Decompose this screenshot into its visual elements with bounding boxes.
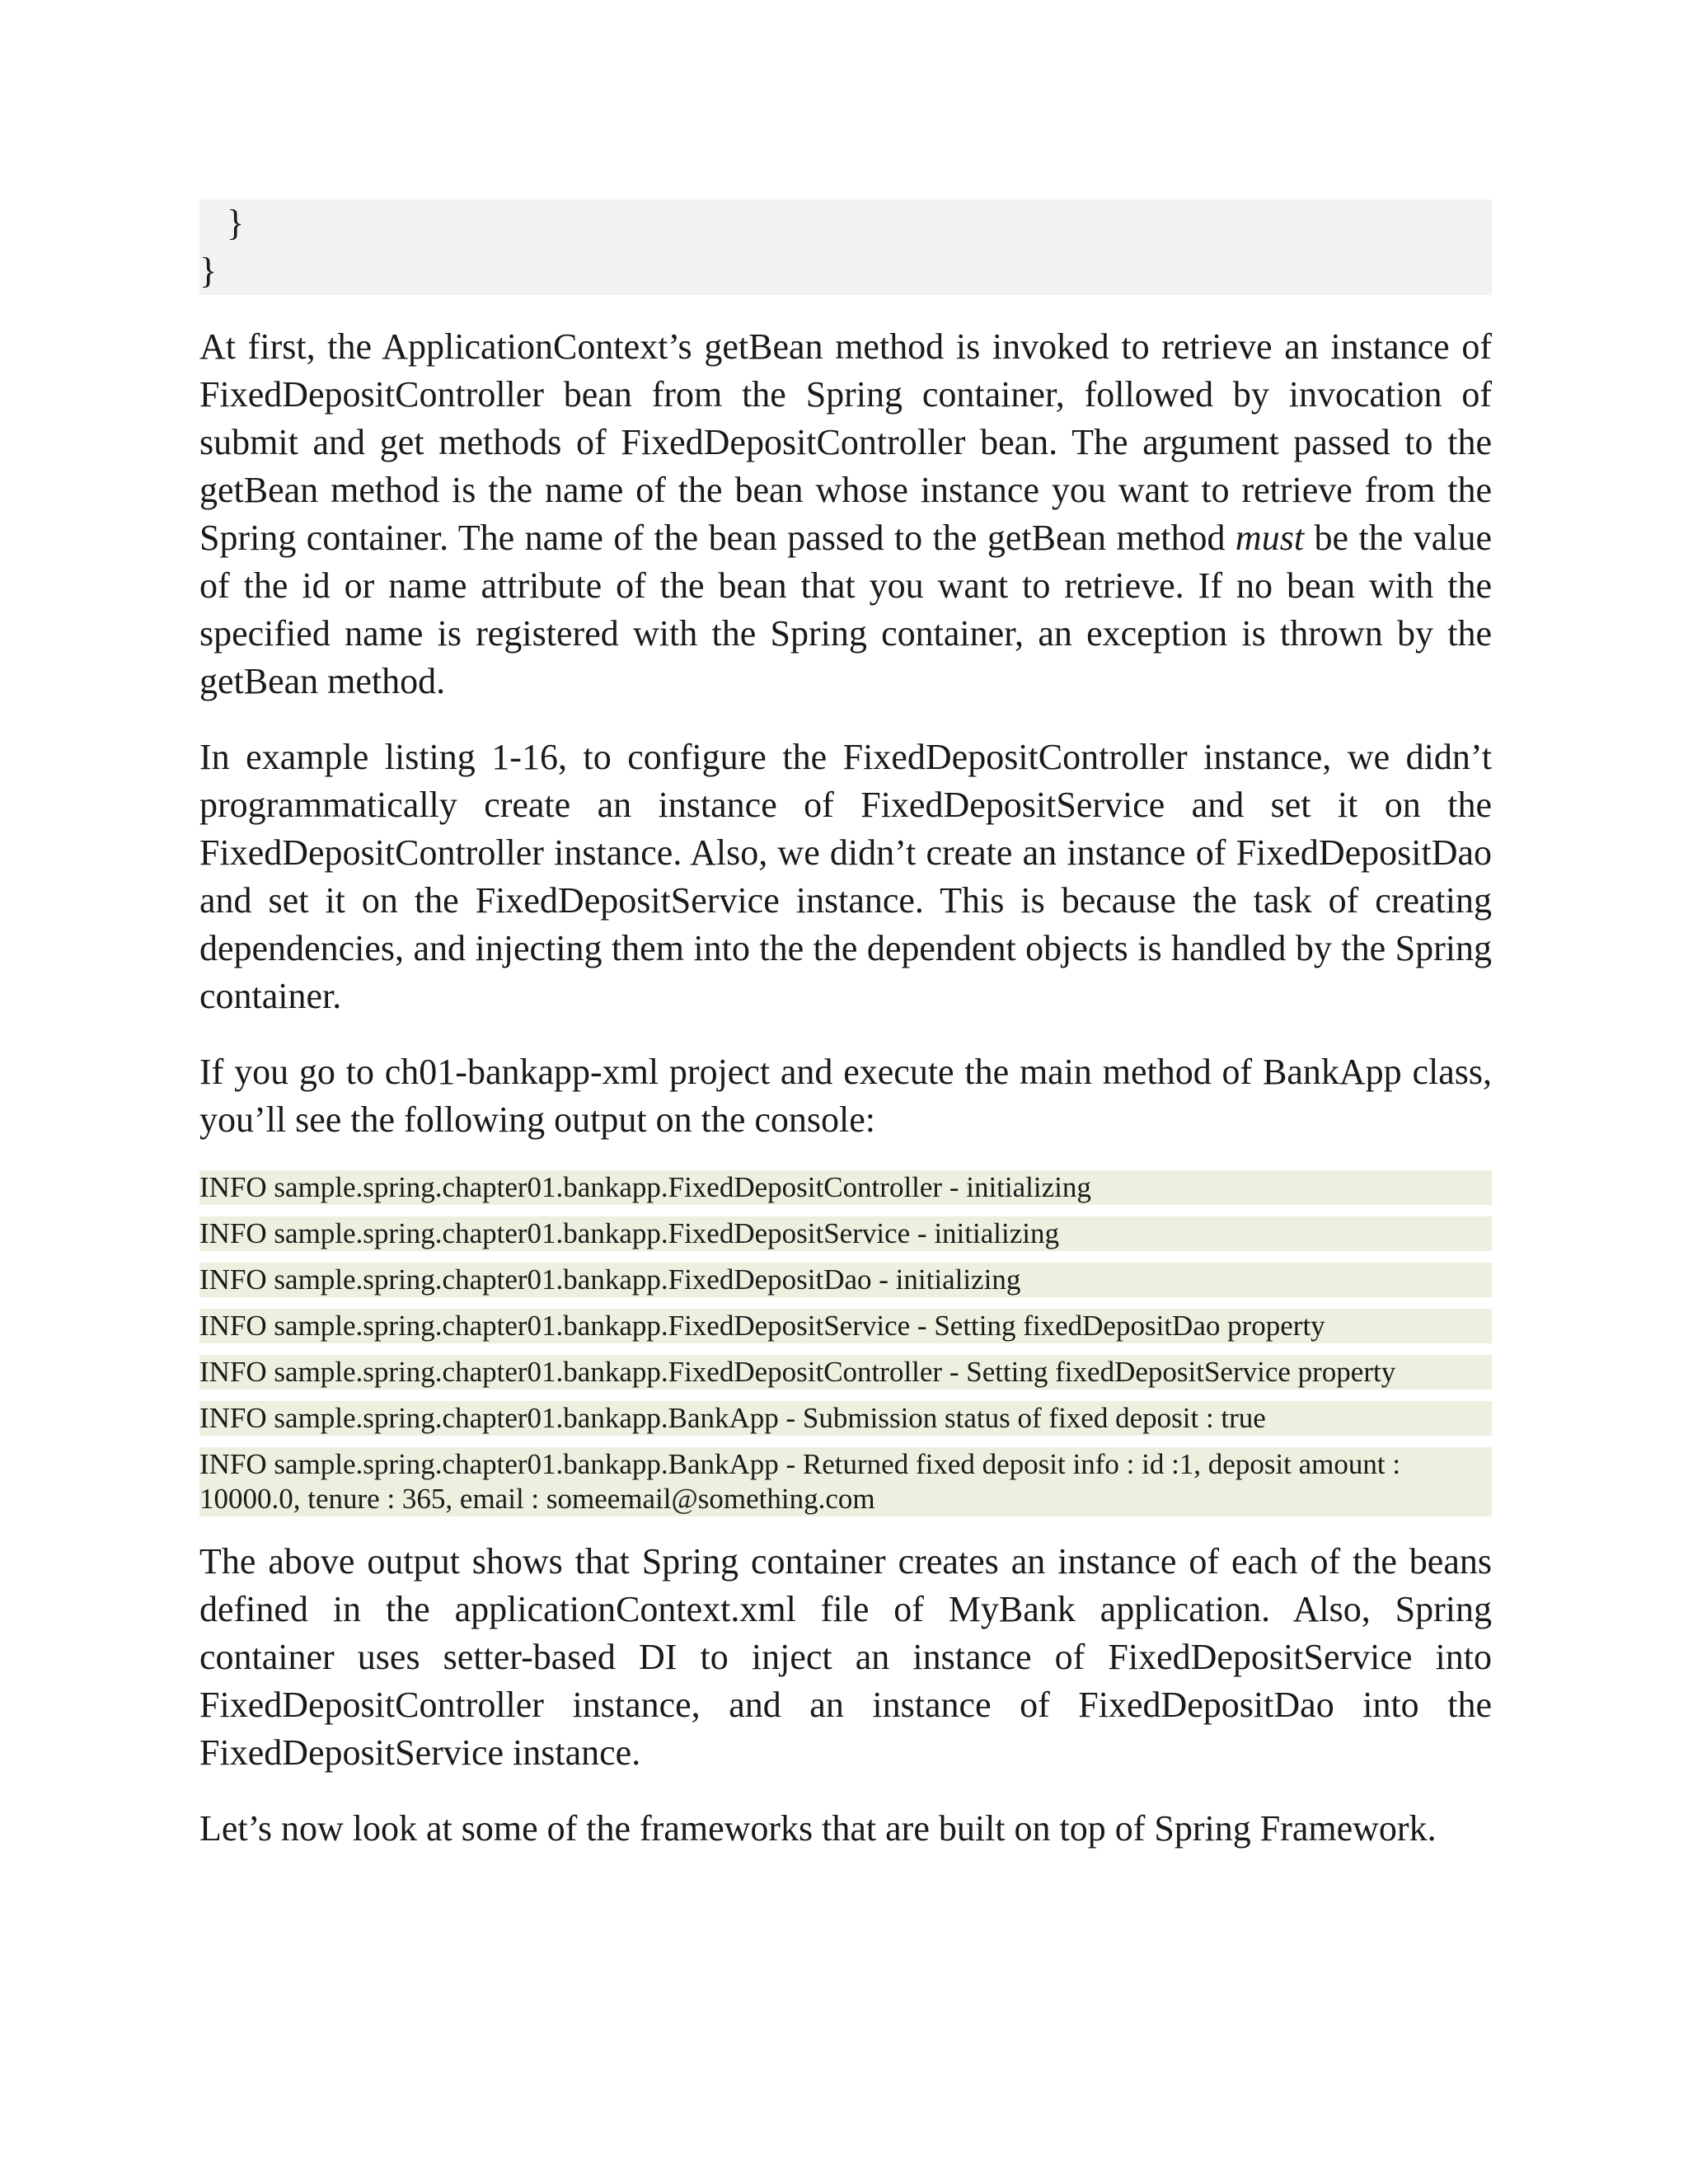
emphasis-must: must [1235,518,1305,558]
console-line: INFO sample.spring.chapter01.bankapp.BankApp - Returned fixed deposit info : id :1, deposit amount : 10000.0, tenure : 365, email : someemail@something.com [199,1447,1492,1516]
console-line: INFO sample.spring.chapter01.bankapp.BankApp - Submission status of fixed deposit : true [199,1401,1492,1436]
code-line: } [199,203,245,243]
paragraph-frameworks-intro: Let’s now look at some of the frameworks that are built on top of Spring Framework. [199,1808,1437,1849]
document-page [199,199,1492,1853]
paragraph-console-intro: If you go to ch01-bankapp-xml project and execute the main method of BankApp class, you’ll see the following output on the console: [199,1052,1492,1140]
paragraph-getbean-explanation [199,323,1492,705]
console-line: INFO sample.spring.chapter01.bankapp.FixedDepositController - Setting fixedDepositService property [199,1355,1492,1390]
console-output [199,1170,1492,1516]
console-line: INFO sample.spring.chapter01.bankapp.FixedDepositService - Setting fixedDepositDao property [199,1309,1492,1343]
console-line: INFO sample.spring.chapter01.bankapp.FixedDepositController - initializing [199,1170,1492,1205]
paragraph-dependency-injection: In example listing 1-16, to configure the FixedDepositController instance, we didn’t programmatically create an instance of FixedDepositService and set it on the FixedDepositController instance. Also, we didn’t create an instance of FixedDepositDao and set it on the FixedDepositService instance. This is because the task of creating dependencies, and injecting them into the the dependent objects is handled by the Spring container. [199,737,1492,1016]
console-line: INFO sample.spring.chapter01.bankapp.FixedDepositDao - initializing [199,1263,1492,1297]
paragraph-text: At first, the ApplicationContext’s getBean method is invoked to retrieve an instance of FixedDepositController bean from the Spring container, followed by invocation of submit and get methods of FixedDepositController bean. The argument passed to the getBean method is the name of the bean whose instance you want to retrieve from the Spring container. The name of the bean passed to the getBean method [199,326,1492,558]
code-line: } [199,251,218,291]
paragraph-text: be the value of the id or name attribute of the bean that you want to retrieve. If no bean with the specified name is registered with the Spring container, an exception is thrown by the getBean method. [199,518,1492,701]
paragraph-output-explanation: The above output shows that Spring container creates an instance of each of the beans defined in the applicationContext.xml file of MyBank application. Also, Spring container uses setter-based DI to inject an instance of FixedDepositService into FixedDepositController instance, and an instance of FixedDepositDao into the FixedDepositService instance. [199,1541,1492,1773]
console-line: INFO sample.spring.chapter01.bankapp.FixedDepositService - initializing [199,1216,1492,1251]
code-block [199,199,1492,295]
